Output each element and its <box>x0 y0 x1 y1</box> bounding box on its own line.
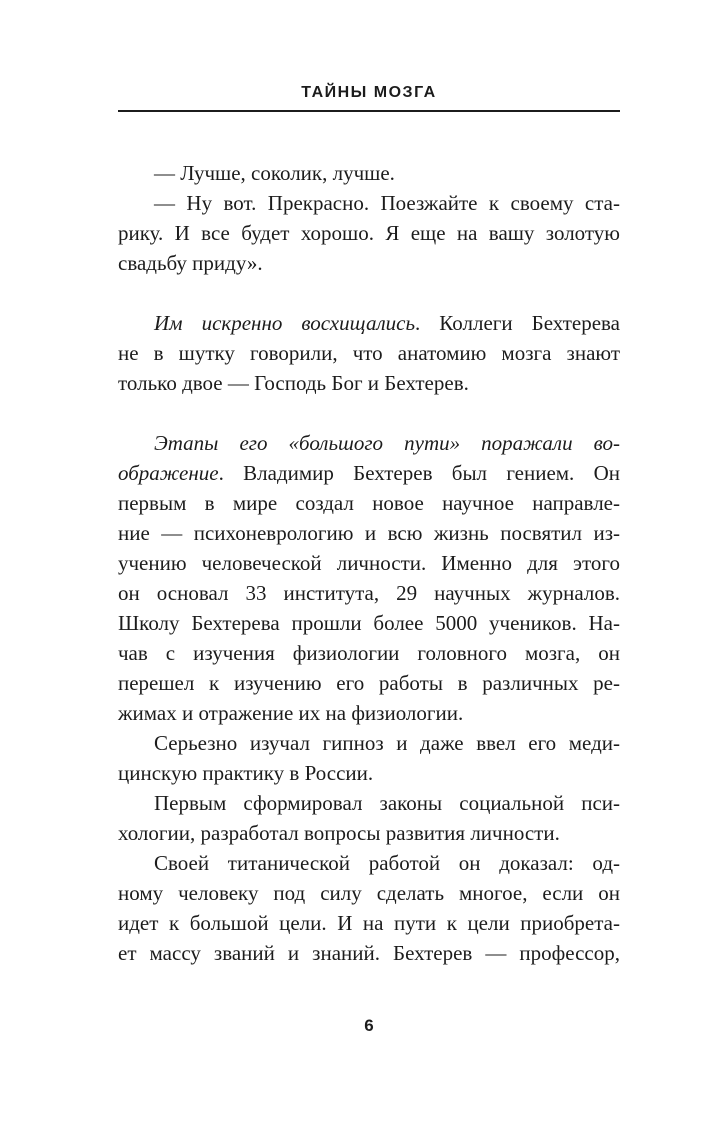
text-line: — Ну вот. Прекрасно. Поезжайте к своему ста- <box>154 191 620 215</box>
text-line: перешел к изучению его работы в различных ре- <box>118 671 620 695</box>
text-line: не в шутку говорили, что анатомию мозга знают <box>118 341 620 365</box>
text-line: Школу Бехтерева прошли более 5000 учеников. На- <box>118 611 620 635</box>
text-line: Им искренно восхищались. Коллеги Бехтерева <box>154 311 620 335</box>
text-line: Серьезно изучал гипноз и даже ввел его меди- <box>154 731 620 755</box>
italic-lead: Этапы его «большого пути» поражали во- <box>154 431 620 455</box>
text-line: Первым сформировал законы социальной пси- <box>154 791 620 815</box>
text-line: только двое — Господь Бог и Бехтерев. <box>118 371 469 395</box>
text-line <box>118 428 620 458</box>
italic-lead: Им искренно восхищались <box>154 311 416 335</box>
text-line: цинскую практику в России. <box>118 761 374 785</box>
italic-lead: ображение <box>118 461 219 485</box>
running-head-title: ТАЙНЫ МОЗГА <box>301 84 437 101</box>
text-line: жимах и отражение их на физиологии. <box>118 701 464 725</box>
text-line: хологии, разработал вопросы развития личности. <box>118 821 560 845</box>
text-line: первым в мире создал новое научное направле- <box>118 491 620 515</box>
text-line: он основал 33 института, 29 научных журналов. <box>118 581 620 605</box>
text-line: ние — психоневрологию и всю жизнь посвятил из- <box>118 521 620 545</box>
text-line: идет к большой цели. И на пути к цели приобрета- <box>118 911 620 935</box>
text-line: Своей титанической работой он доказал: од- <box>154 851 620 875</box>
text-line: ному человеку под силу сделать многое, если он <box>118 881 620 905</box>
text-line: учению человеческой личности. Именно для этого <box>118 551 620 575</box>
text-line: свадьбу приду». <box>118 251 263 275</box>
page-number: 6 <box>364 1016 374 1035</box>
text-line: ображение. Владимир Бехтерев был гением. Он <box>118 461 620 485</box>
text-line: — Лучше, соколик, лучше. <box>154 161 395 185</box>
text-line: ет массу званий и знаний. Бехтерев — профессор, <box>118 941 620 965</box>
header-rule <box>118 110 620 112</box>
text-line: рику. И все будет хорошо. Я еще на вашу золотую <box>118 221 620 245</box>
text-line: чав с изучения физиологии головного мозга, он <box>118 641 620 665</box>
